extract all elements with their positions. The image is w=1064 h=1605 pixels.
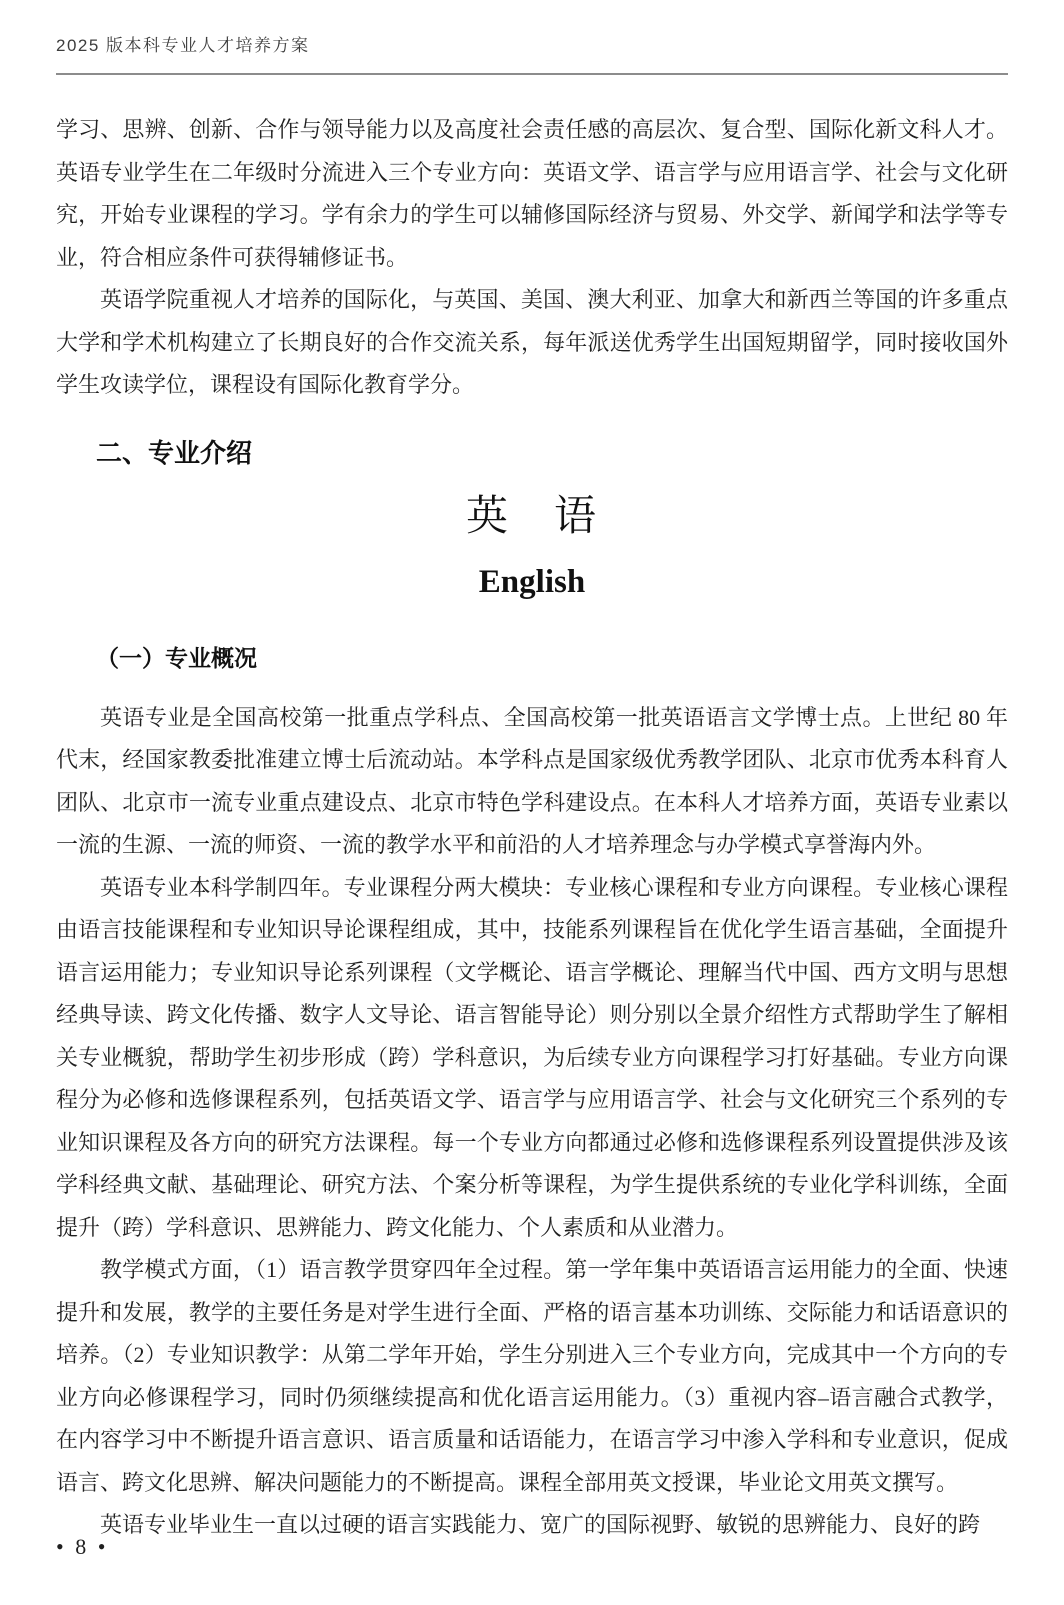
major-title-chinese: 英 语	[465, 493, 598, 540]
page-footer	[56, 1534, 108, 1560]
subsection-heading: （一）专业概况	[96, 644, 257, 671]
section-heading: 二、专业介绍	[96, 437, 253, 468]
body-paragraph-truncated: 英语专业毕业生一直以过硬的语言实践能力、宽广的国际视野、敏锐的思辨能力、良好的跨	[100, 1512, 981, 1537]
page-header	[56, 30, 1008, 75]
document-body	[56, 109, 1008, 1547]
body-paragraph: 英语专业本科学制四年。专业课程分两大模块：专业核心课程和专业方向课程。专业核心课程由语言技能课程和专业知识导论课程组成，其中，技能系列课程旨在优化学生语言基础，全面提升语言运用能力；专业知识导论系列课程（文学概论、语言学概论、理解当代中国、西方文明与思想经典导读、跨文化传播、数字人文导论、语言智能导论）则分别以全景介绍性方式帮助学生了解相关专业概貌，帮助学生初步形成（跨）学科意识，为后续专业方向课程学习打好基础。专业方向课程分为必修和选修课程系列，包括英语文学、语言学与应用语言学、社会与文化研究三个系列的专业知识课程及各方向的研究方法课程。每一个专业方向都通过必修和选修课程系列设置提供涉及该学科经典文献、基础理论、研究方法、个案分析等课程，为学生提供系统的专业化学科训练，全面提升（跨）学科意识、思辨能力、跨文化能力、个人素质和从业潜力。	[56, 874, 1008, 1240]
body-paragraph: 英语学院重视人才培养的国际化，与英国、美国、澳大利亚、加拿大和新西兰等国的许多重点大学和学术机构建立了长期良好的合作交流关系，每年派送优秀学生出国短期留学，同时接收国外学生攻读学位，课程设有国际化教育学分。	[56, 287, 1008, 397]
body-paragraph: 教学模式方面，（1）语言教学贯穿四年全过程。第一学年集中英语语言运用能力的全面、快速提升和发展，教学的主要任务是对学生进行全面、严格的语言基本功训练、交际能力和话语意识的培养。（2）专业知识教学：从第二学年开始，学生分别进入三个专业方向，完成其中一个方向的专业方向必修课程学习，同时仍须继续提高和优化语言运用能力。（3）重视内容–语言融合式教学，在内容学习中不断提升语言意识、语言质量和话语能力，在语言学习中渗入学科和专业意识，促成语言、跨文化思辨、解决问题能力的不断提高。课程全部用英文授课，毕业论文用英文撰写。	[56, 1257, 1008, 1495]
page-number: • 8 •	[56, 1534, 109, 1559]
body-paragraph-continuation: 学习、思辨、创新、合作与领导能力以及高度社会责任感的高层次、复合型、国际化新文科人才。英语专业学生在二年级时分流进入三个专业方向：英语文学、语言学与应用语言学、社会与文化研究，开始专业课程的学习。学有余力的学生可以辅修国际经济与贸易、外交学、新闻学和法学等专业，符合相应条件可获得辅修证书。	[56, 117, 1008, 270]
major-title-english: English	[478, 563, 586, 600]
header-rule	[56, 73, 1008, 75]
body-paragraph: 英语专业是全国高校第一批重点学科点、全国高校第一批英语语言文学博士点。上世纪 80 年代末，经国家教委批准建立博士后流动站。本学科点是国家级优秀教学团队、北京市优秀本科育人团队、北京市一流专业重点建设点、北京市特色学科建设点。在本科人才培养方面，英语专业素以一流的生源、一流的师资、一流的教学水平和前沿的人才培养理念与办学模式享誉海内外。	[56, 704, 1008, 857]
page-header-title: 2025 版本科专业人才培养方案	[56, 36, 310, 55]
